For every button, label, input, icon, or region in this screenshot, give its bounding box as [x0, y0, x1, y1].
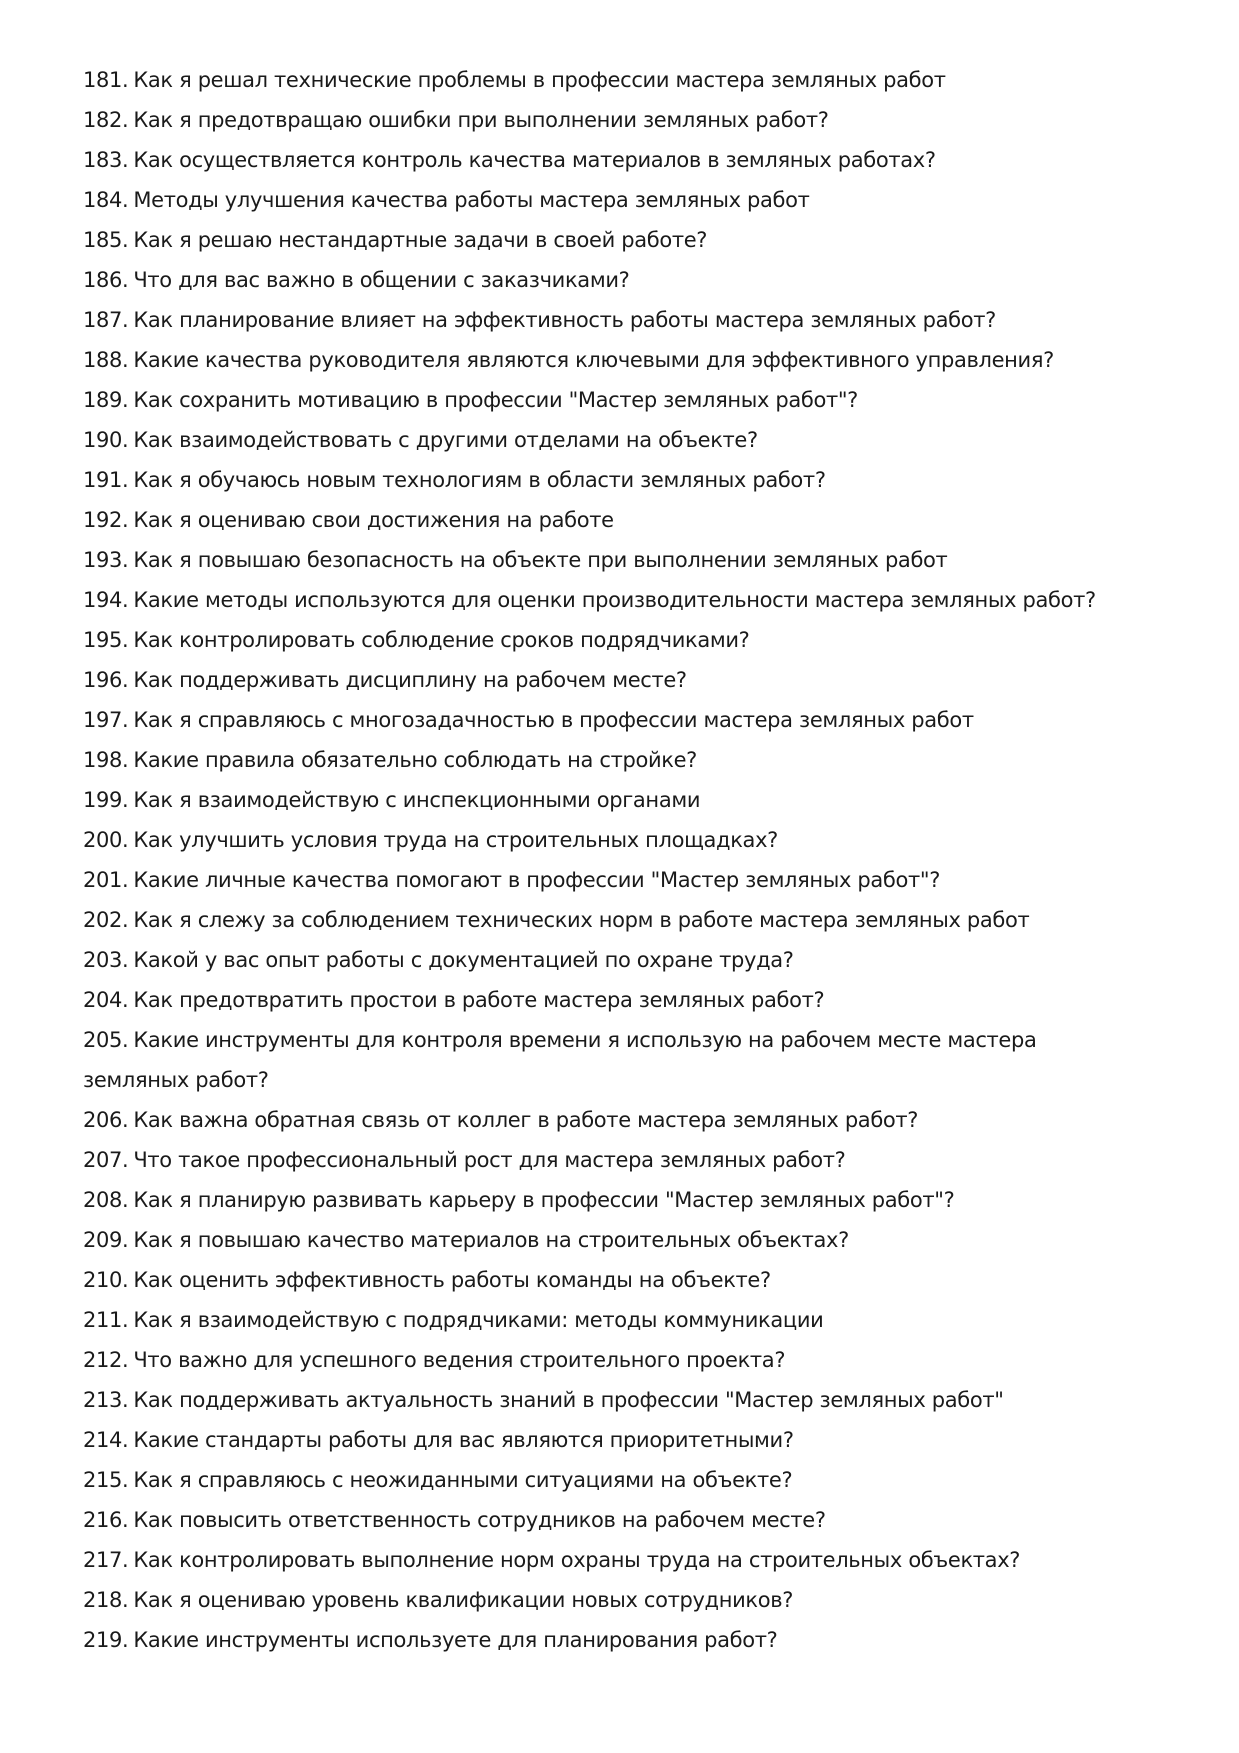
- question-text: Как контролировать выполнение норм охраны труда на строительных объектах?: [133, 1548, 1021, 1572]
- list-item: [83, 820, 1183, 860]
- question-text: Как я слежу за соблюдением технических норм в работе мастера земляных работ: [133, 908, 1030, 932]
- list-item: [83, 1180, 1183, 1220]
- list-item: [83, 60, 1183, 100]
- list-item: [83, 740, 1183, 780]
- question-number: 208.: [83, 1188, 129, 1212]
- question-number: 195.: [83, 628, 129, 652]
- question-text: Как повысить ответственность сотрудников на рабочем месте?: [133, 1508, 826, 1532]
- question-number: 184.: [83, 188, 129, 212]
- question-number: 192.: [83, 508, 129, 532]
- question-number: 186.: [83, 268, 129, 292]
- question-number: 214.: [83, 1428, 129, 1452]
- question-number: 215.: [83, 1468, 129, 1492]
- question-text: Какие личные качества помогают в профессии "Мастер земляных работ"?: [133, 868, 941, 892]
- list-item: [83, 1260, 1183, 1300]
- list-item: [83, 500, 1183, 540]
- question-text: Что важно для успешного ведения строительного проекта?: [133, 1348, 786, 1372]
- question-text: Какие правила обязательно соблюдать на стройке?: [133, 748, 697, 772]
- list-item: [83, 1300, 1183, 1340]
- question-number: 211.: [83, 1308, 129, 1332]
- question-number: 209.: [83, 1228, 129, 1252]
- list-item: [83, 420, 1183, 460]
- list-item: [83, 380, 1183, 420]
- question-number: 185.: [83, 228, 129, 252]
- question-number: 206.: [83, 1108, 129, 1132]
- list-item: [83, 660, 1183, 700]
- question-number: 187.: [83, 308, 129, 332]
- list-item: [83, 980, 1183, 1020]
- question-text: Как поддерживать дисциплину на рабочем месте?: [133, 668, 687, 692]
- list-item: [83, 180, 1183, 220]
- question-number: 200.: [83, 828, 129, 852]
- list-item: [83, 220, 1183, 260]
- list-item: [83, 300, 1183, 340]
- question-text: Как я справляюсь с неожиданными ситуациями на объекте?: [133, 1468, 793, 1492]
- question-number: 212.: [83, 1348, 129, 1372]
- question-number: 205.: [83, 1028, 129, 1052]
- question-text: Как улучшить условия труда на строительных площадках?: [133, 828, 778, 852]
- question-number: 198.: [83, 748, 129, 772]
- list-item: [83, 340, 1183, 380]
- question-text: Как я предотвращаю ошибки при выполнении земляных работ?: [133, 108, 829, 132]
- list-item: [83, 1460, 1183, 1500]
- question-text: Как я повышаю качество материалов на строительных объектах?: [133, 1228, 849, 1252]
- question-number: 204.: [83, 988, 129, 1012]
- question-number: 193.: [83, 548, 129, 572]
- question-text: Какие методы используются для оценки производительности мастера земляных работ?: [133, 588, 1096, 612]
- question-list: [83, 60, 1183, 1660]
- question-text: Как планирование влияет на эффективность работы мастера земляных работ?: [133, 308, 996, 332]
- question-text: Как я взаимодействую с подрядчиками: методы коммуникации: [133, 1308, 824, 1332]
- question-text: Как важна обратная связь от коллег в работе мастера земляных работ?: [133, 1108, 919, 1132]
- question-number: 196.: [83, 668, 129, 692]
- list-item: [83, 1340, 1183, 1380]
- question-number: 219.: [83, 1628, 129, 1652]
- list-item: [83, 940, 1183, 980]
- list-item: [83, 1540, 1183, 1580]
- question-text: Как поддерживать актуальность знаний в профессии "Мастер земляных работ": [133, 1388, 1004, 1412]
- list-item: [83, 260, 1183, 300]
- list-item: [83, 1380, 1183, 1420]
- question-text: Какие качества руководителя являются ключевыми для эффективного управления?: [133, 348, 1054, 372]
- list-item: [83, 860, 1183, 900]
- question-text: Как я оцениваю свои достижения на работе: [133, 508, 614, 532]
- question-text: Что для вас важно в общении с заказчиками?: [133, 268, 630, 292]
- question-text: Как я обучаюсь новым технологиям в области земляных работ?: [133, 468, 826, 492]
- list-item: [83, 1580, 1183, 1620]
- list-item: [83, 140, 1183, 180]
- list-item: [83, 580, 1183, 620]
- question-text: Как оценить эффективность работы команды на объекте?: [133, 1268, 771, 1292]
- question-number: 188.: [83, 348, 129, 372]
- list-item: [83, 100, 1183, 140]
- question-number: 202.: [83, 908, 129, 932]
- question-text: Как я повышаю безопасность на объекте при выполнении земляных работ: [133, 548, 948, 572]
- list-item: [83, 620, 1183, 660]
- list-item: [83, 900, 1183, 940]
- question-text: Как я решаю нестандартные задачи в своей работе?: [133, 228, 708, 252]
- list-item: [83, 1100, 1183, 1140]
- list-item: [83, 540, 1183, 580]
- list-item: [83, 1220, 1183, 1260]
- question-number: 207.: [83, 1148, 129, 1172]
- question-text: Что такое профессиональный рост для мастера земляных работ?: [133, 1148, 846, 1172]
- list-item: [83, 460, 1183, 500]
- question-text: Как я планирую развивать карьеру в профессии "Мастер земляных работ"?: [133, 1188, 955, 1212]
- question-text: Как я справляюсь с многозадачностью в профессии мастера земляных работ: [133, 708, 974, 732]
- question-number: 218.: [83, 1588, 129, 1612]
- list-item: [83, 780, 1183, 820]
- question-text: Какой у вас опыт работы с документацией по охране труда?: [133, 948, 794, 972]
- question-text: Как осуществляется контроль качества материалов в земляных работах?: [133, 148, 936, 172]
- question-number: 183.: [83, 148, 129, 172]
- question-number: 194.: [83, 588, 129, 612]
- list-item: [83, 1620, 1183, 1660]
- question-number: 181.: [83, 68, 129, 92]
- question-number: 197.: [83, 708, 129, 732]
- question-number: 201.: [83, 868, 129, 892]
- list-item: [83, 700, 1183, 740]
- question-text: Как я оцениваю уровень квалификации новых сотрудников?: [133, 1588, 794, 1612]
- question-number: 217.: [83, 1548, 129, 1572]
- question-text: Какие инструменты используете для планирования работ?: [133, 1628, 778, 1652]
- question-number: 199.: [83, 788, 129, 812]
- list-item: [83, 1020, 1093, 1100]
- question-number: 213.: [83, 1388, 129, 1412]
- question-text: Как контролировать соблюдение сроков подрядчиками?: [133, 628, 750, 652]
- question-text: Какие инструменты для контроля времени я использую на рабочем месте мастера земляных работ?: [83, 1028, 1037, 1092]
- list-item: [83, 1140, 1183, 1180]
- question-text: Как я взаимодействую с инспекционными органами: [133, 788, 701, 812]
- question-number: 210.: [83, 1268, 129, 1292]
- question-text: Как взаимодействовать с другими отделами на объекте?: [133, 428, 758, 452]
- question-number: 189.: [83, 388, 129, 412]
- question-text: Какие стандарты работы для вас являются приоритетными?: [133, 1428, 794, 1452]
- question-text: Методы улучшения качества работы мастера земляных работ: [133, 188, 810, 212]
- question-number: 182.: [83, 108, 129, 132]
- list-item: [83, 1420, 1183, 1460]
- question-number: 216.: [83, 1508, 129, 1532]
- question-text: Как предотвратить простои в работе мастера земляных работ?: [133, 988, 825, 1012]
- question-number: 190.: [83, 428, 129, 452]
- question-number: 191.: [83, 468, 129, 492]
- question-text: Как я решал технические проблемы в профессии мастера земляных работ: [133, 68, 946, 92]
- question-text: Как сохранить мотивацию в профессии "Мастер земляных работ"?: [133, 388, 858, 412]
- question-number: 203.: [83, 948, 129, 972]
- list-item: [83, 1500, 1183, 1540]
